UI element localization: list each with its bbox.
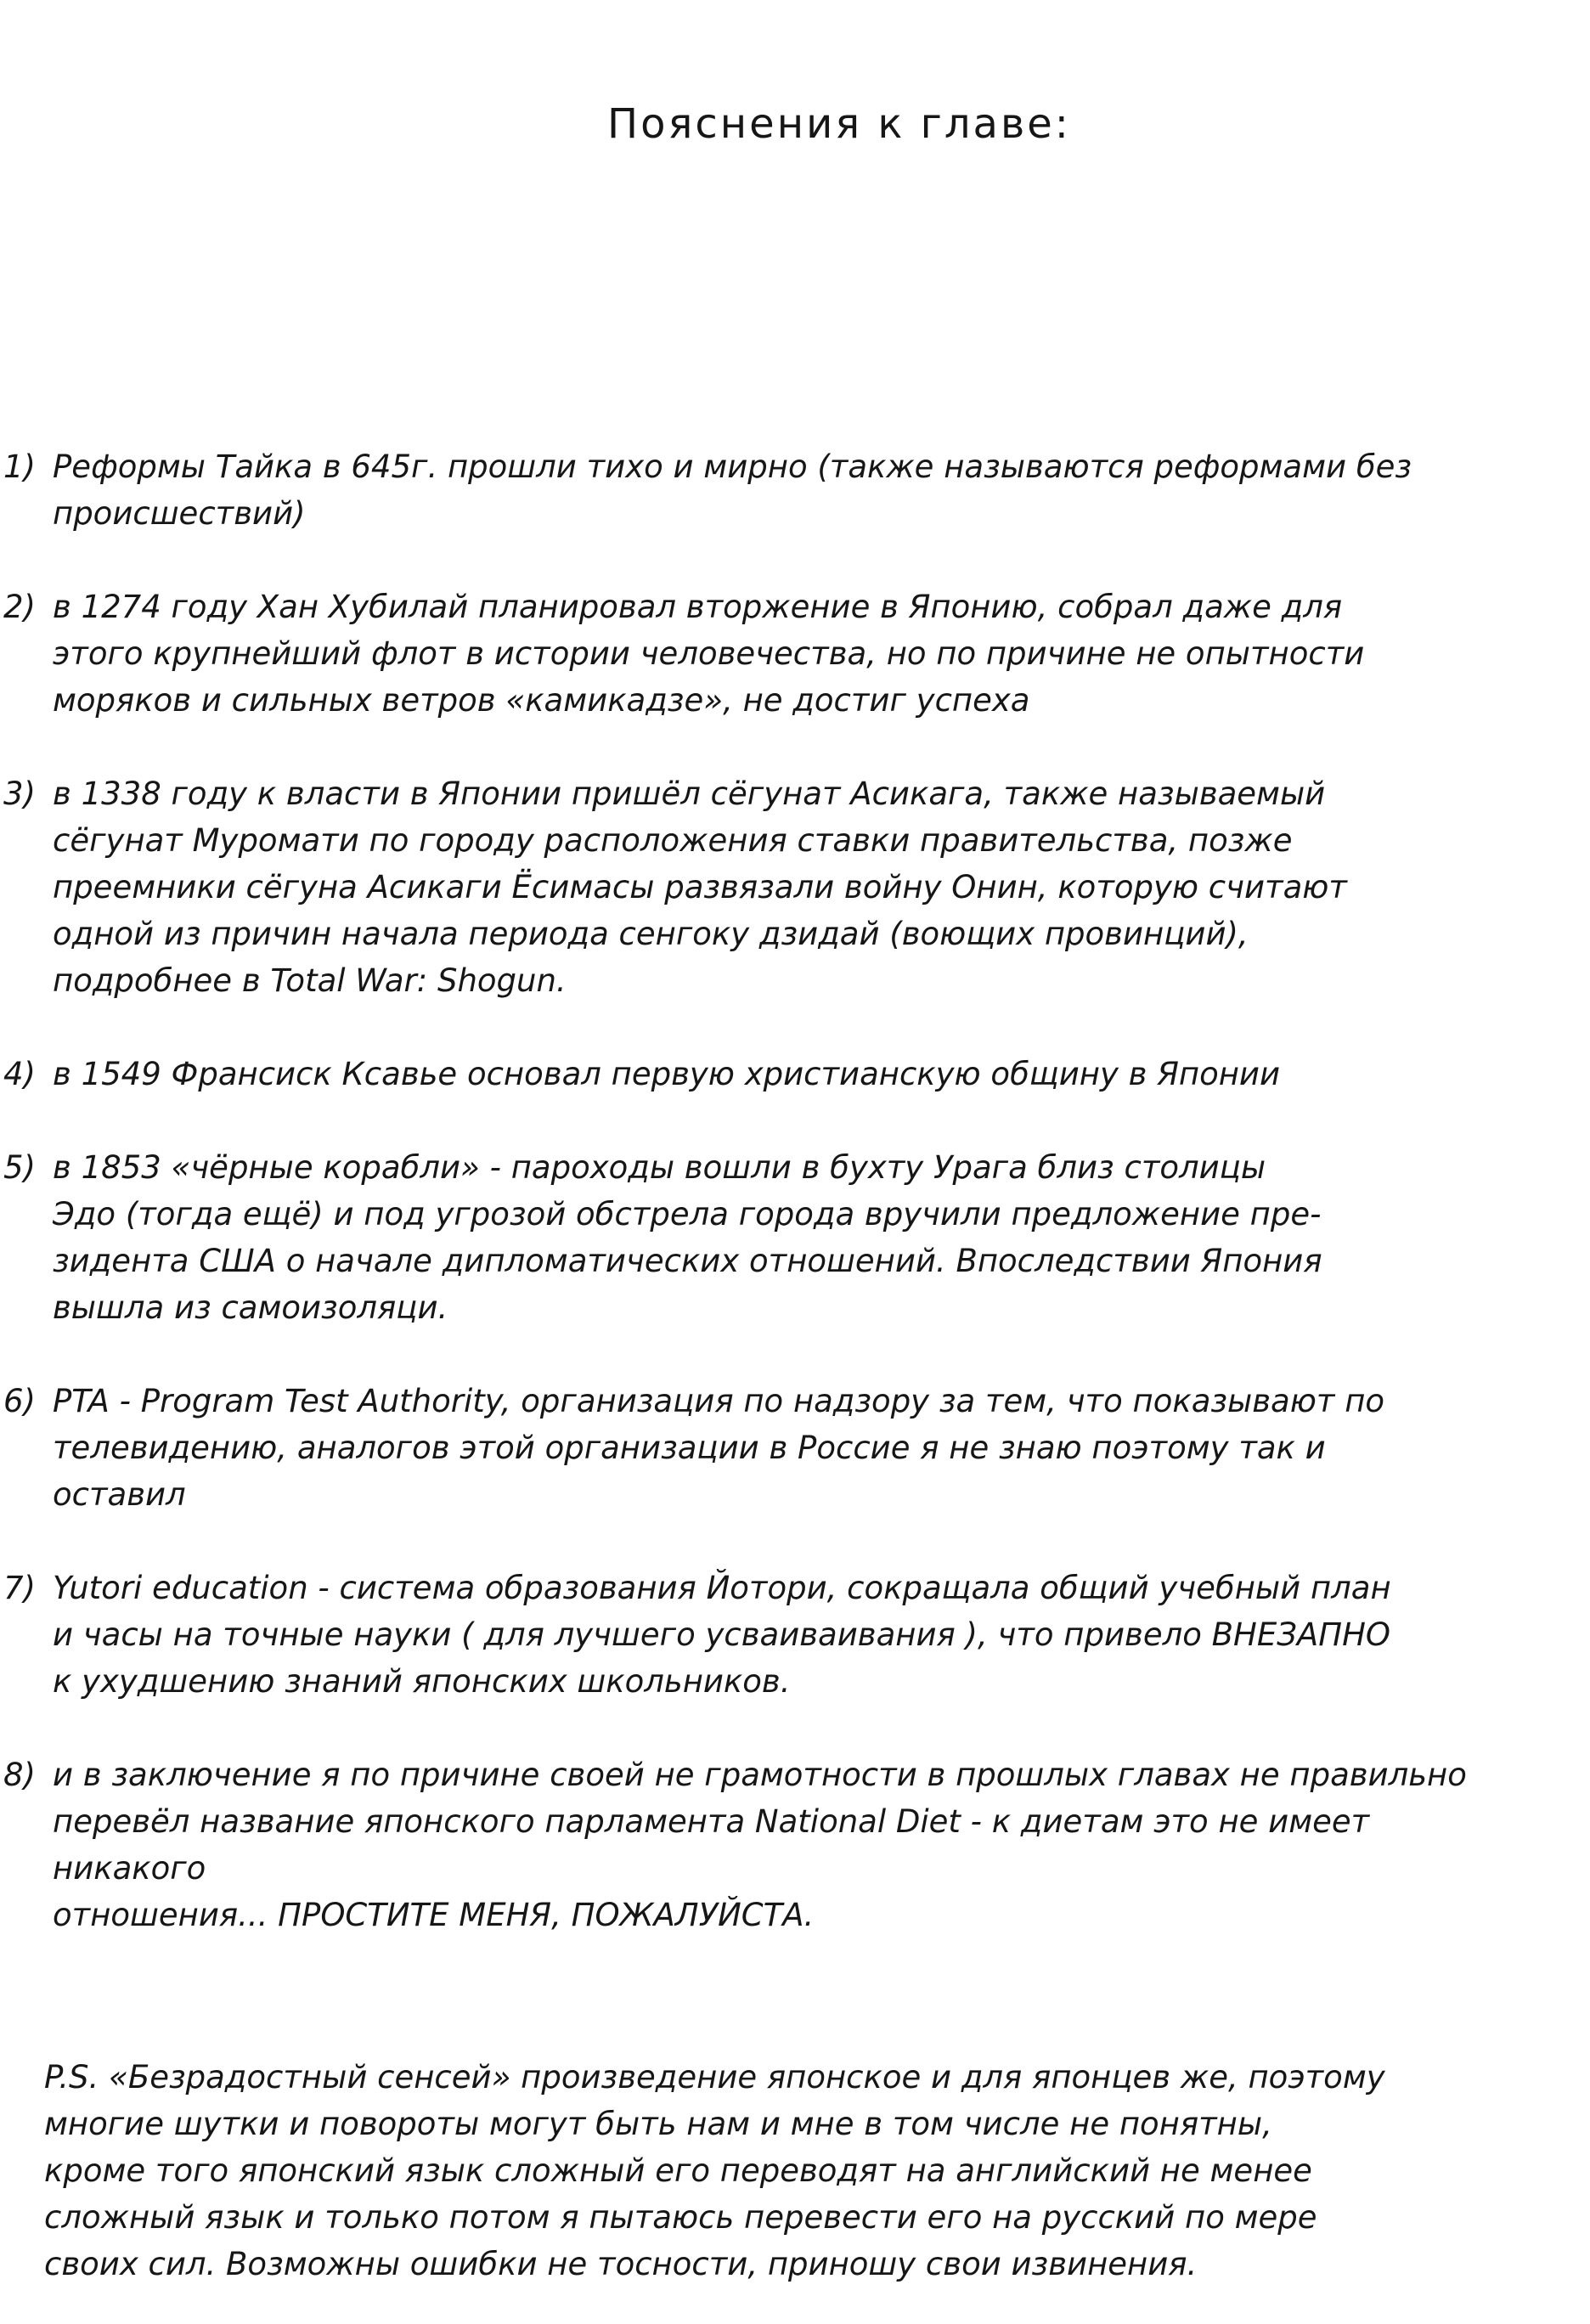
postscript-line: P.S. «Безрадостный сенсей» произведение японское и для японцев же, поэтому xyxy=(44,2059,1385,2096)
note-line: и часы на точные науки ( для лучшего усваиваивания ), что привело ВНЕЗАПНО xyxy=(53,1616,1391,1653)
note-item xyxy=(0,443,1580,537)
postscript-line: кроме того японский язык сложный его переводят на английский не менее xyxy=(44,2152,1312,2189)
note-number: 4) xyxy=(3,1056,36,1092)
note-line: Реформы Тайка в 645г. прошли тихо и мирно (также называются реформами без xyxy=(53,448,1412,485)
postscript-line: многие шутки и повороты могут быть нам и мне в том числе не понятны, xyxy=(44,2106,1272,2142)
note-number: 7) xyxy=(3,1570,36,1606)
note-line: и в заключение я по причине своей не грамотности в прошлых главах не правильно xyxy=(53,1757,1467,1793)
note-line: Yutori education - система образования Йотори, сокращала общий учебный план xyxy=(53,1570,1391,1606)
note-number: 6) xyxy=(3,1383,36,1419)
note-line: преемники сёгуна Асикаги Ёсимасы развязали войну Онин, которую считают xyxy=(53,869,1347,905)
note-item xyxy=(0,1751,1580,1938)
postscript-line: сложный язык и только потом я пытаюсь перевести его на русский по мере xyxy=(44,2199,1317,2236)
postscript xyxy=(44,2054,1556,2287)
note-line: моряков и сильных ветров «камикадзе», не достиг успеха xyxy=(53,682,1030,719)
note-number: 1) xyxy=(3,448,36,485)
note-item xyxy=(0,1378,1580,1518)
note-line: перевёл название японского парламента National Diet - к диетам это не имеет xyxy=(53,1803,1370,1840)
note-line: этого крупнейший флот в истории человечества, но по причине не опытности xyxy=(53,635,1365,672)
note-item xyxy=(0,1565,1580,1705)
page-title: Пояснения к главе: xyxy=(607,100,1071,148)
note-item xyxy=(0,770,1580,1004)
note-line: в 1549 Франсиск Ксавье основал первую христианскую общину в Японии xyxy=(53,1056,1281,1092)
note-line: подробнее в Total War: Shogun. xyxy=(53,962,567,999)
note-line: в 1274 году Хан Хубилай планировал вторжение в Японию, собрал даже для xyxy=(53,589,1343,625)
note-item xyxy=(0,1144,1580,1331)
postscript-line: своих сил. Возможны ошибки не тосности, приношу свои извинения. xyxy=(44,2246,1198,2282)
note-number: 5) xyxy=(3,1149,36,1186)
note-line: к ухудшению знаний японских школьников. xyxy=(53,1663,791,1700)
note-line: сёгунат Муромати по городу расположения ставки правительства, позже xyxy=(53,822,1293,859)
note-line: в 1338 году к власти в Японии пришёл сёгунат Асикага, также называемый xyxy=(53,776,1326,812)
note-number: 2) xyxy=(3,589,36,625)
note-line: происшествий) xyxy=(53,495,306,532)
note-line: никакого xyxy=(53,1850,206,1887)
note-line: Эдо (тогда ещё) и под угрозой обстрела города вручили предложение пре- xyxy=(53,1196,1322,1233)
note-number: 8) xyxy=(3,1757,36,1793)
note-item xyxy=(0,1051,1580,1097)
note-line: PTA - Program Test Authority, организация по надзору за тем, что показывают по xyxy=(53,1383,1385,1419)
note-item xyxy=(0,584,1580,724)
note-line: одной из причин начала периода сенгоку дзидай (воющих провинций), xyxy=(53,916,1249,952)
note-number: 3) xyxy=(3,776,36,812)
note-line: оставил xyxy=(53,1476,186,1513)
notes-list xyxy=(0,443,1580,1985)
note-line: телевидению, аналогов этой организации в Россие я не знаю поэтому так и xyxy=(53,1430,1326,1466)
note-line: в 1853 «чёрные корабли» - пароходы вошли в бухту Урага близ столицы xyxy=(53,1149,1266,1186)
note-line: отношения... ПРОСТИТЕ МЕНЯ, ПОЖАЛУЙСТА. xyxy=(53,1897,815,1933)
note-line: вышла из самоизоляци. xyxy=(53,1289,448,1326)
note-line: зидента США о начале дипломатических отношений. Впоследствии Япония xyxy=(53,1243,1322,1279)
